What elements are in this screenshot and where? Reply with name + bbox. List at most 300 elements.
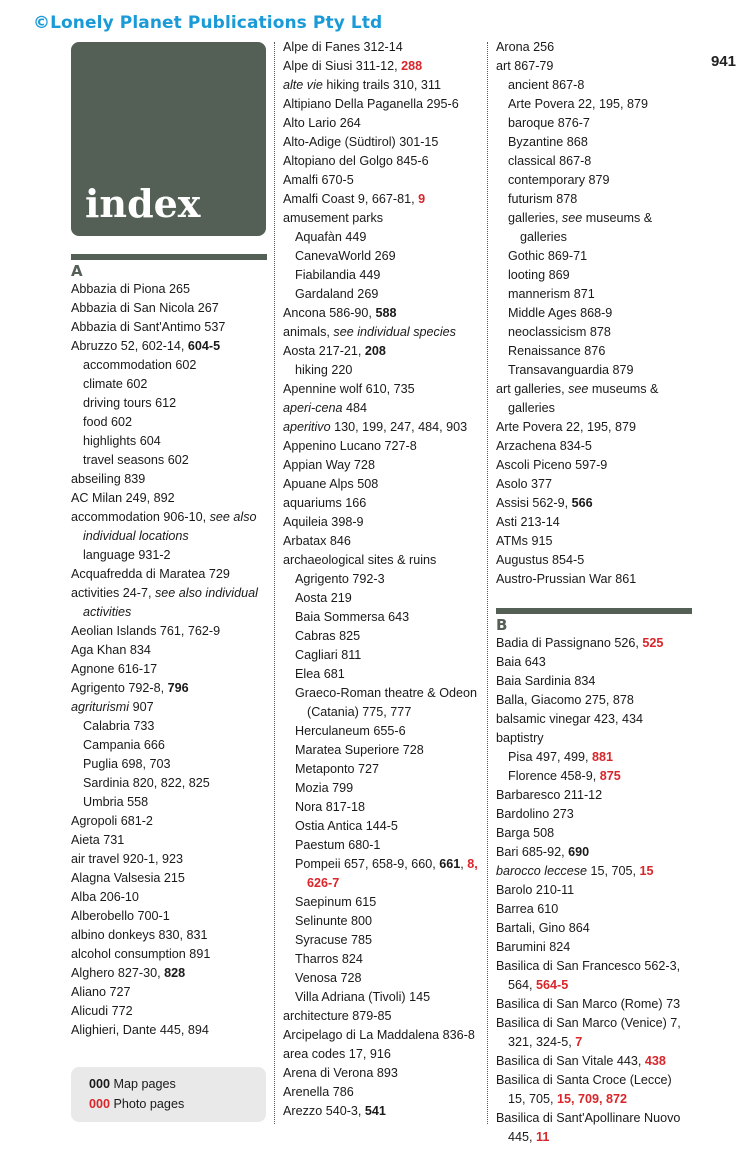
entry-text: Basilica di Sant'Apollinare Nuovo 445,: [496, 1111, 681, 1144]
copyright-notice: ©Lonely Planet Publications Pty Ltd: [33, 13, 383, 33]
entry-text: hiking trails 310, 311: [322, 78, 441, 92]
index-entry: [496, 38, 692, 57]
map-page-ref: 541: [364, 1104, 386, 1118]
index-entry: [71, 831, 267, 850]
entry-text: Barrea 610: [496, 902, 559, 916]
entry-text: see also individual activities: [83, 586, 258, 619]
index-subentry: [283, 247, 479, 266]
entry-text: barocco leccese: [496, 864, 588, 878]
index-subentry: [283, 817, 479, 836]
entry-text: Pisa 497, 499,: [508, 750, 593, 764]
map-page-ref: 566: [571, 496, 593, 510]
entry-text: see individual species: [333, 325, 456, 339]
entry-text: aperitivo: [283, 420, 331, 434]
index-subentry: [283, 760, 479, 779]
index-subentry: [71, 413, 267, 432]
index-column-2: [283, 38, 479, 1121]
entry-text: ancient 867-8: [508, 78, 585, 92]
entry-text: baroque 876-7: [508, 116, 590, 130]
index-entry: [496, 1052, 692, 1071]
index-entry: [283, 513, 479, 532]
entry-text: Aliano 727: [71, 985, 131, 999]
section-letter-b: [496, 608, 692, 634]
entry-text: Agropoli 681-2: [71, 814, 153, 828]
index-subentry: [496, 133, 692, 152]
entry-text: contemporary 879: [508, 173, 610, 187]
entry-text: Aquafàn 449: [295, 230, 367, 244]
entry-text: AC Milan 249, 892: [71, 491, 175, 505]
entry-text: Basilica di San Marco (Rome) 73: [496, 997, 681, 1011]
entry-text: Barumini 824: [496, 940, 571, 954]
entry-text: Calabria 733: [83, 719, 155, 733]
entry-text: neoclassicism 878: [508, 325, 611, 339]
entry-text: classical 867-8: [508, 154, 592, 168]
index-entry: [496, 786, 692, 805]
index-subentry: [496, 323, 692, 342]
index-entry: [71, 280, 267, 299]
entry-text: language 931-2: [83, 548, 171, 562]
entry-text: Fiabilandia 449: [295, 268, 381, 282]
map-page-ref: 690: [568, 845, 590, 859]
index-subentry: [71, 793, 267, 812]
entry-text: albino donkeys 830, 831: [71, 928, 208, 942]
index-entry: [496, 824, 692, 843]
entry-text: Asolo 377: [496, 477, 553, 491]
index-entry: [283, 1102, 479, 1121]
index-entry: [496, 805, 692, 824]
photo-page-ref: 525: [642, 636, 664, 650]
index-entry: [496, 380, 692, 418]
entry-text: futurism 878: [508, 192, 578, 206]
legend-photo-sample: 000: [89, 1097, 111, 1111]
map-page-ref: 828: [164, 966, 186, 980]
entry-text: aquariums 166: [283, 496, 367, 510]
section-spacer: [496, 589, 692, 608]
entry-text: Altipiano Della Paganella 295-6: [283, 97, 459, 111]
legend-map-sample: 000: [89, 1077, 111, 1091]
entry-text: Tharros 824: [295, 952, 363, 966]
entry-text: Venosa 728: [295, 971, 362, 985]
entry-text: Altopiano del Golgo 845-6: [283, 154, 429, 168]
index-subentry: [496, 247, 692, 266]
index-entry: [283, 399, 479, 418]
entry-text: Sardinia 820, 822, 825: [83, 776, 210, 790]
entry-text: Aga Khan 834: [71, 643, 151, 657]
index-entry: [71, 945, 267, 964]
entry-text: Acquafredda di Maratea 729: [71, 567, 230, 581]
entry-text: ATMs 915: [496, 534, 553, 548]
index-entry: [283, 1083, 479, 1102]
entry-text: see: [561, 211, 583, 225]
index-subentry: [71, 755, 267, 774]
entry-text: Asti 213-14: [496, 515, 560, 529]
index-subentry: [496, 748, 692, 767]
entry-text: Arte Povera 22, 195, 879: [508, 97, 649, 111]
index-entry: [496, 843, 692, 862]
entry-text: Abbazia di Sant'Antimo 537: [71, 320, 226, 334]
index-subentry: [283, 570, 479, 589]
index-entry: [71, 489, 267, 508]
map-page-ref: 796: [167, 681, 189, 695]
entry-text: Bartali, Gino 864: [496, 921, 590, 935]
entry-text: Alba 206-10: [71, 890, 139, 904]
index-entry: [71, 926, 267, 945]
index-entry: [496, 570, 692, 589]
entry-text: CanevaWorld 269: [295, 249, 396, 263]
index-entry: [496, 995, 692, 1014]
entry-text: Alighieri, Dante 445, 894: [71, 1023, 209, 1037]
index-entry: [496, 494, 692, 513]
entry-text: Abruzzo 52, 602-14,: [71, 339, 188, 353]
entry-text: Aquileia 398-9: [283, 515, 364, 529]
photo-page-ref: 8, 626-7: [307, 857, 478, 890]
entry-text: Arzachena 834-5: [496, 439, 592, 453]
entry-text: Baia Sardinia 834: [496, 674, 596, 688]
entry-text: area codes 17, 916: [283, 1047, 391, 1061]
entry-text: highlights 604: [83, 434, 161, 448]
entry-text: art galleries,: [496, 382, 569, 396]
index-entry: [496, 418, 692, 437]
index-subentry: [496, 304, 692, 323]
index-entry: [71, 850, 267, 869]
entry-text: Amalfi 670-5: [283, 173, 354, 187]
entry-text: museums & galleries: [520, 211, 653, 244]
index-entry: [283, 437, 479, 456]
entry-text: Arena di Verona 893: [283, 1066, 398, 1080]
index-subentry: [496, 209, 692, 247]
index-entry: [71, 1021, 267, 1040]
index-subentry: [283, 741, 479, 760]
index-entry: [496, 456, 692, 475]
map-page-ref: 208: [364, 344, 386, 358]
entry-text: Basilica di San Marco (Venice) 7, 321, 324-5,: [496, 1016, 681, 1049]
entry-text: archaeological sites & ruins: [283, 553, 437, 567]
index-entry: [283, 551, 479, 570]
entry-text: Alicudi 772: [71, 1004, 133, 1018]
legend-photo-label: Photo pages: [113, 1097, 185, 1111]
index-subentry: [283, 855, 479, 893]
index-entry: [71, 1002, 267, 1021]
index-entry: [496, 919, 692, 938]
index-subentry: [496, 342, 692, 361]
index-subentry: [283, 646, 479, 665]
photo-page-ref: 9: [418, 192, 426, 206]
index-subentry: [283, 893, 479, 912]
entry-text: Paestum 680-1: [295, 838, 381, 852]
index-entry: [283, 494, 479, 513]
index-subentry: [283, 722, 479, 741]
index-entry: [283, 57, 479, 76]
index-entry: [71, 698, 267, 717]
index-subentry: [496, 114, 692, 133]
index-subentry: [71, 717, 267, 736]
entry-text: Graeco-Roman theatre & Odeon (Catania) 775, 777: [295, 686, 478, 719]
entry-text: Aosta 217-21,: [283, 344, 365, 358]
entry-text: 907: [129, 700, 154, 714]
entry-text: aperi-cena: [283, 401, 343, 415]
index-subentry: [283, 665, 479, 684]
entry-text: activities 24-7,: [71, 586, 155, 600]
index-entry: [283, 342, 479, 361]
entry-text: Agrigento 792-8,: [71, 681, 168, 695]
index-entry: [283, 76, 479, 95]
entry-text: Campania 666: [83, 738, 165, 752]
index-subentry: [283, 684, 479, 722]
entry-text: air travel 920-1, 923: [71, 852, 184, 866]
index-entry: [71, 964, 267, 983]
index-title-box: [71, 42, 266, 236]
index-subentry: [71, 356, 267, 375]
index-subentry: [496, 285, 692, 304]
index-entry: [71, 641, 267, 660]
index-entry: [496, 938, 692, 957]
entry-text: hiking 220: [295, 363, 353, 377]
entry-text: see: [568, 382, 589, 396]
photo-page-ref: 288: [401, 59, 423, 73]
index-entry: [71, 318, 267, 337]
index-entry: [496, 634, 692, 653]
entry-text: 15, 705,: [587, 864, 640, 878]
index-subentry: [283, 589, 479, 608]
photo-page-ref: 564-5: [536, 978, 569, 992]
entry-text: Villa Adriana (Tivoli) 145: [295, 990, 431, 1004]
index-entry: [283, 532, 479, 551]
entry-text: Augustus 854-5: [496, 553, 585, 567]
index-entry: [283, 1007, 479, 1026]
index-entry: [496, 57, 692, 76]
index-entry: [71, 660, 267, 679]
index-entry: [283, 190, 479, 209]
index-subentry: [283, 836, 479, 855]
entry-text: Renaissance 876: [508, 344, 606, 358]
index-subentry: [496, 76, 692, 95]
entry-text: Gardaland 269: [295, 287, 379, 301]
column-divider: [487, 42, 488, 1124]
entry-text: Aosta 219: [295, 591, 352, 605]
entry-text: see also individual locations: [83, 510, 257, 543]
entry-text: Elea 681: [295, 667, 345, 681]
entry-text: Transavanguardia 879: [508, 363, 634, 377]
photo-page-ref: 881: [592, 750, 614, 764]
index-entry: [71, 622, 267, 641]
entry-text: Arona 256: [496, 40, 555, 54]
index-entry: [71, 299, 267, 318]
photo-page-ref: 875: [599, 769, 621, 783]
entry-text: Basilica di Santa Croce (Lecce) 15, 705,: [496, 1073, 672, 1106]
index-entry: [283, 133, 479, 152]
index-entry: [496, 653, 692, 672]
legend-map-label: Map pages: [113, 1077, 176, 1091]
legend-photo-pages: [89, 1094, 266, 1114]
index-entry: [496, 513, 692, 532]
index-entry: [283, 152, 479, 171]
index-entry: [496, 881, 692, 900]
index-subentry: [283, 798, 479, 817]
entry-text: alcohol consumption 891: [71, 947, 211, 961]
section-letter-a: [71, 254, 267, 280]
entry-text: Cabras 825: [295, 629, 361, 643]
entry-text: Abbazia di San Nicola 267: [71, 301, 219, 315]
index-subentry: [283, 931, 479, 950]
index-entry: [283, 1026, 479, 1045]
index-entry: [71, 565, 267, 584]
entry-text: Bardolino 273: [496, 807, 574, 821]
index-entry: [283, 1064, 479, 1083]
index-entry: [71, 508, 267, 546]
entry-text: Aieta 731: [71, 833, 125, 847]
entry-text: accommodation 602: [83, 358, 197, 372]
entry-text: Selinunte 800: [295, 914, 373, 928]
entry-text: Arezzo 540-3,: [283, 1104, 365, 1118]
index-entry: [71, 584, 267, 622]
entry-text: Ostia Antica 144-5: [295, 819, 398, 833]
entry-text: travel seasons 602: [83, 453, 189, 467]
index-entry: [496, 551, 692, 570]
photo-page-ref: 15, 709, 872: [557, 1092, 628, 1106]
entry-text: Assisi 562-9,: [496, 496, 572, 510]
index-subentry: [71, 736, 267, 755]
index-subentry: [496, 152, 692, 171]
column-divider: [274, 42, 275, 1124]
photo-page-ref: 15: [639, 864, 654, 878]
index-subentry: [283, 950, 479, 969]
entry-text: mannerism 871: [508, 287, 595, 301]
index-subentry: [71, 451, 267, 470]
index-subentry: [496, 266, 692, 285]
index-entry: [71, 907, 267, 926]
index-entry: [71, 679, 267, 698]
index-entry: [283, 1045, 479, 1064]
page-legend: [71, 1067, 266, 1122]
entry-text: abseiling 839: [71, 472, 146, 486]
entry-text: Austro-Prussian War 861: [496, 572, 637, 586]
index-subentry: [496, 361, 692, 380]
index-entry: [496, 532, 692, 551]
entry-text: climate 602: [83, 377, 148, 391]
entry-text: Barolo 210-11: [496, 883, 575, 897]
index-entry: [283, 304, 479, 323]
entry-text: museums & galleries: [508, 382, 659, 415]
entry-text: ,: [460, 857, 468, 871]
index-subentry: [71, 432, 267, 451]
photo-page-ref: 7: [575, 1035, 583, 1049]
index-entry: [496, 1109, 692, 1147]
index-subentry: [496, 767, 692, 786]
entry-text: Metaponto 727: [295, 762, 380, 776]
entry-text: 130, 199, 247, 484, 903: [330, 420, 468, 434]
entry-text: Baia Sommersa 643: [295, 610, 410, 624]
index-column-3: [496, 38, 692, 1147]
index-entry: [71, 337, 267, 356]
index-entry: [283, 323, 479, 342]
section-letter-label: B: [496, 616, 508, 634]
index-entry: [496, 862, 692, 881]
entry-text: Badia di Passignano 526,: [496, 636, 643, 650]
entry-text: Arte Povera 22, 195, 879: [496, 420, 637, 434]
entry-text: Aeolian Islands 761, 762-9: [71, 624, 221, 638]
entry-text: amusement parks: [283, 211, 384, 225]
index-subentry: [283, 361, 479, 380]
entry-text: Abbazia di Piona 265: [71, 282, 191, 296]
entry-text: Alberobello 700-1: [71, 909, 170, 923]
entry-text: Appenino Lucano 727-8: [283, 439, 417, 453]
index-entry: [496, 1071, 692, 1109]
index-subentry: [283, 912, 479, 931]
index-subentry: [283, 266, 479, 285]
page-number: 941: [710, 53, 736, 70]
entry-text: Alghero 827-30,: [71, 966, 165, 980]
index-entry: [283, 380, 479, 399]
index-subentry: [496, 190, 692, 209]
entry-text: Mozia 799: [295, 781, 354, 795]
photo-page-ref: 11: [536, 1130, 550, 1144]
section-letter-label: A: [71, 262, 83, 280]
entry-text: Byzantine 868: [508, 135, 588, 149]
entry-text: baptistry: [496, 731, 544, 745]
entry-text: Ancona 586-90,: [283, 306, 376, 320]
entry-text: food 602: [83, 415, 133, 429]
entry-text: galleries,: [508, 211, 562, 225]
entry-text: art 867-79: [496, 59, 554, 73]
index-entry: [283, 475, 479, 494]
entry-text: Balla, Giacomo 275, 878: [496, 693, 634, 707]
entry-text: Alpe di Fanes 312-14: [283, 40, 403, 54]
entry-text: Agrigento 792-3: [295, 572, 385, 586]
index-entry: [71, 812, 267, 831]
index-entry: [496, 475, 692, 494]
entry-text: Agnone 616-17: [71, 662, 158, 676]
entry-text: Nora 817-18: [295, 800, 366, 814]
entry-text: Pompeii 657, 658-9, 660,: [295, 857, 440, 871]
photo-page-ref: 438: [644, 1054, 666, 1068]
index-subentry: [283, 969, 479, 988]
entry-text: balsamic vinegar 423, 434: [496, 712, 644, 726]
index-entry: [283, 209, 479, 228]
index-column-1: [71, 254, 267, 1040]
entry-text: Appian Way 728: [283, 458, 375, 472]
index-subentry: [71, 546, 267, 565]
entry-text: Herculaneum 655-6: [295, 724, 406, 738]
index-entry: [71, 869, 267, 888]
entry-text: Florence 458-9,: [508, 769, 600, 783]
entry-text: driving tours 612: [83, 396, 177, 410]
entry-text: alte vie: [283, 78, 323, 92]
entry-text: agriturismi: [71, 700, 130, 714]
index-entry: [71, 888, 267, 907]
map-page-ref: 604-5: [187, 339, 221, 353]
legend-map-pages: [89, 1074, 266, 1094]
entry-text: Apennine wolf 610, 735: [283, 382, 415, 396]
index-subentry: [496, 95, 692, 114]
index-entry: [496, 900, 692, 919]
entry-text: Maratea Superiore 728: [295, 743, 424, 757]
index-subentry: [71, 375, 267, 394]
index-entry: [283, 456, 479, 475]
entry-text: Alto Lario 264: [283, 116, 361, 130]
index-entry: [283, 114, 479, 133]
index-subentry: [283, 285, 479, 304]
entry-text: Syracuse 785: [295, 933, 373, 947]
entry-text: Gothic 869-71: [508, 249, 588, 263]
entry-text: Alto-Adige (Südtirol) 301-15: [283, 135, 439, 149]
index-entry: [283, 95, 479, 114]
map-page-ref: 661: [439, 857, 461, 871]
entry-text: accommodation 906-10,: [71, 510, 210, 524]
entry-text: Apuane Alps 508: [283, 477, 379, 491]
index-entry: [496, 710, 692, 729]
entry-text: Barbaresco 211-12: [496, 788, 603, 802]
entry-text: architecture 879-85: [283, 1009, 392, 1023]
